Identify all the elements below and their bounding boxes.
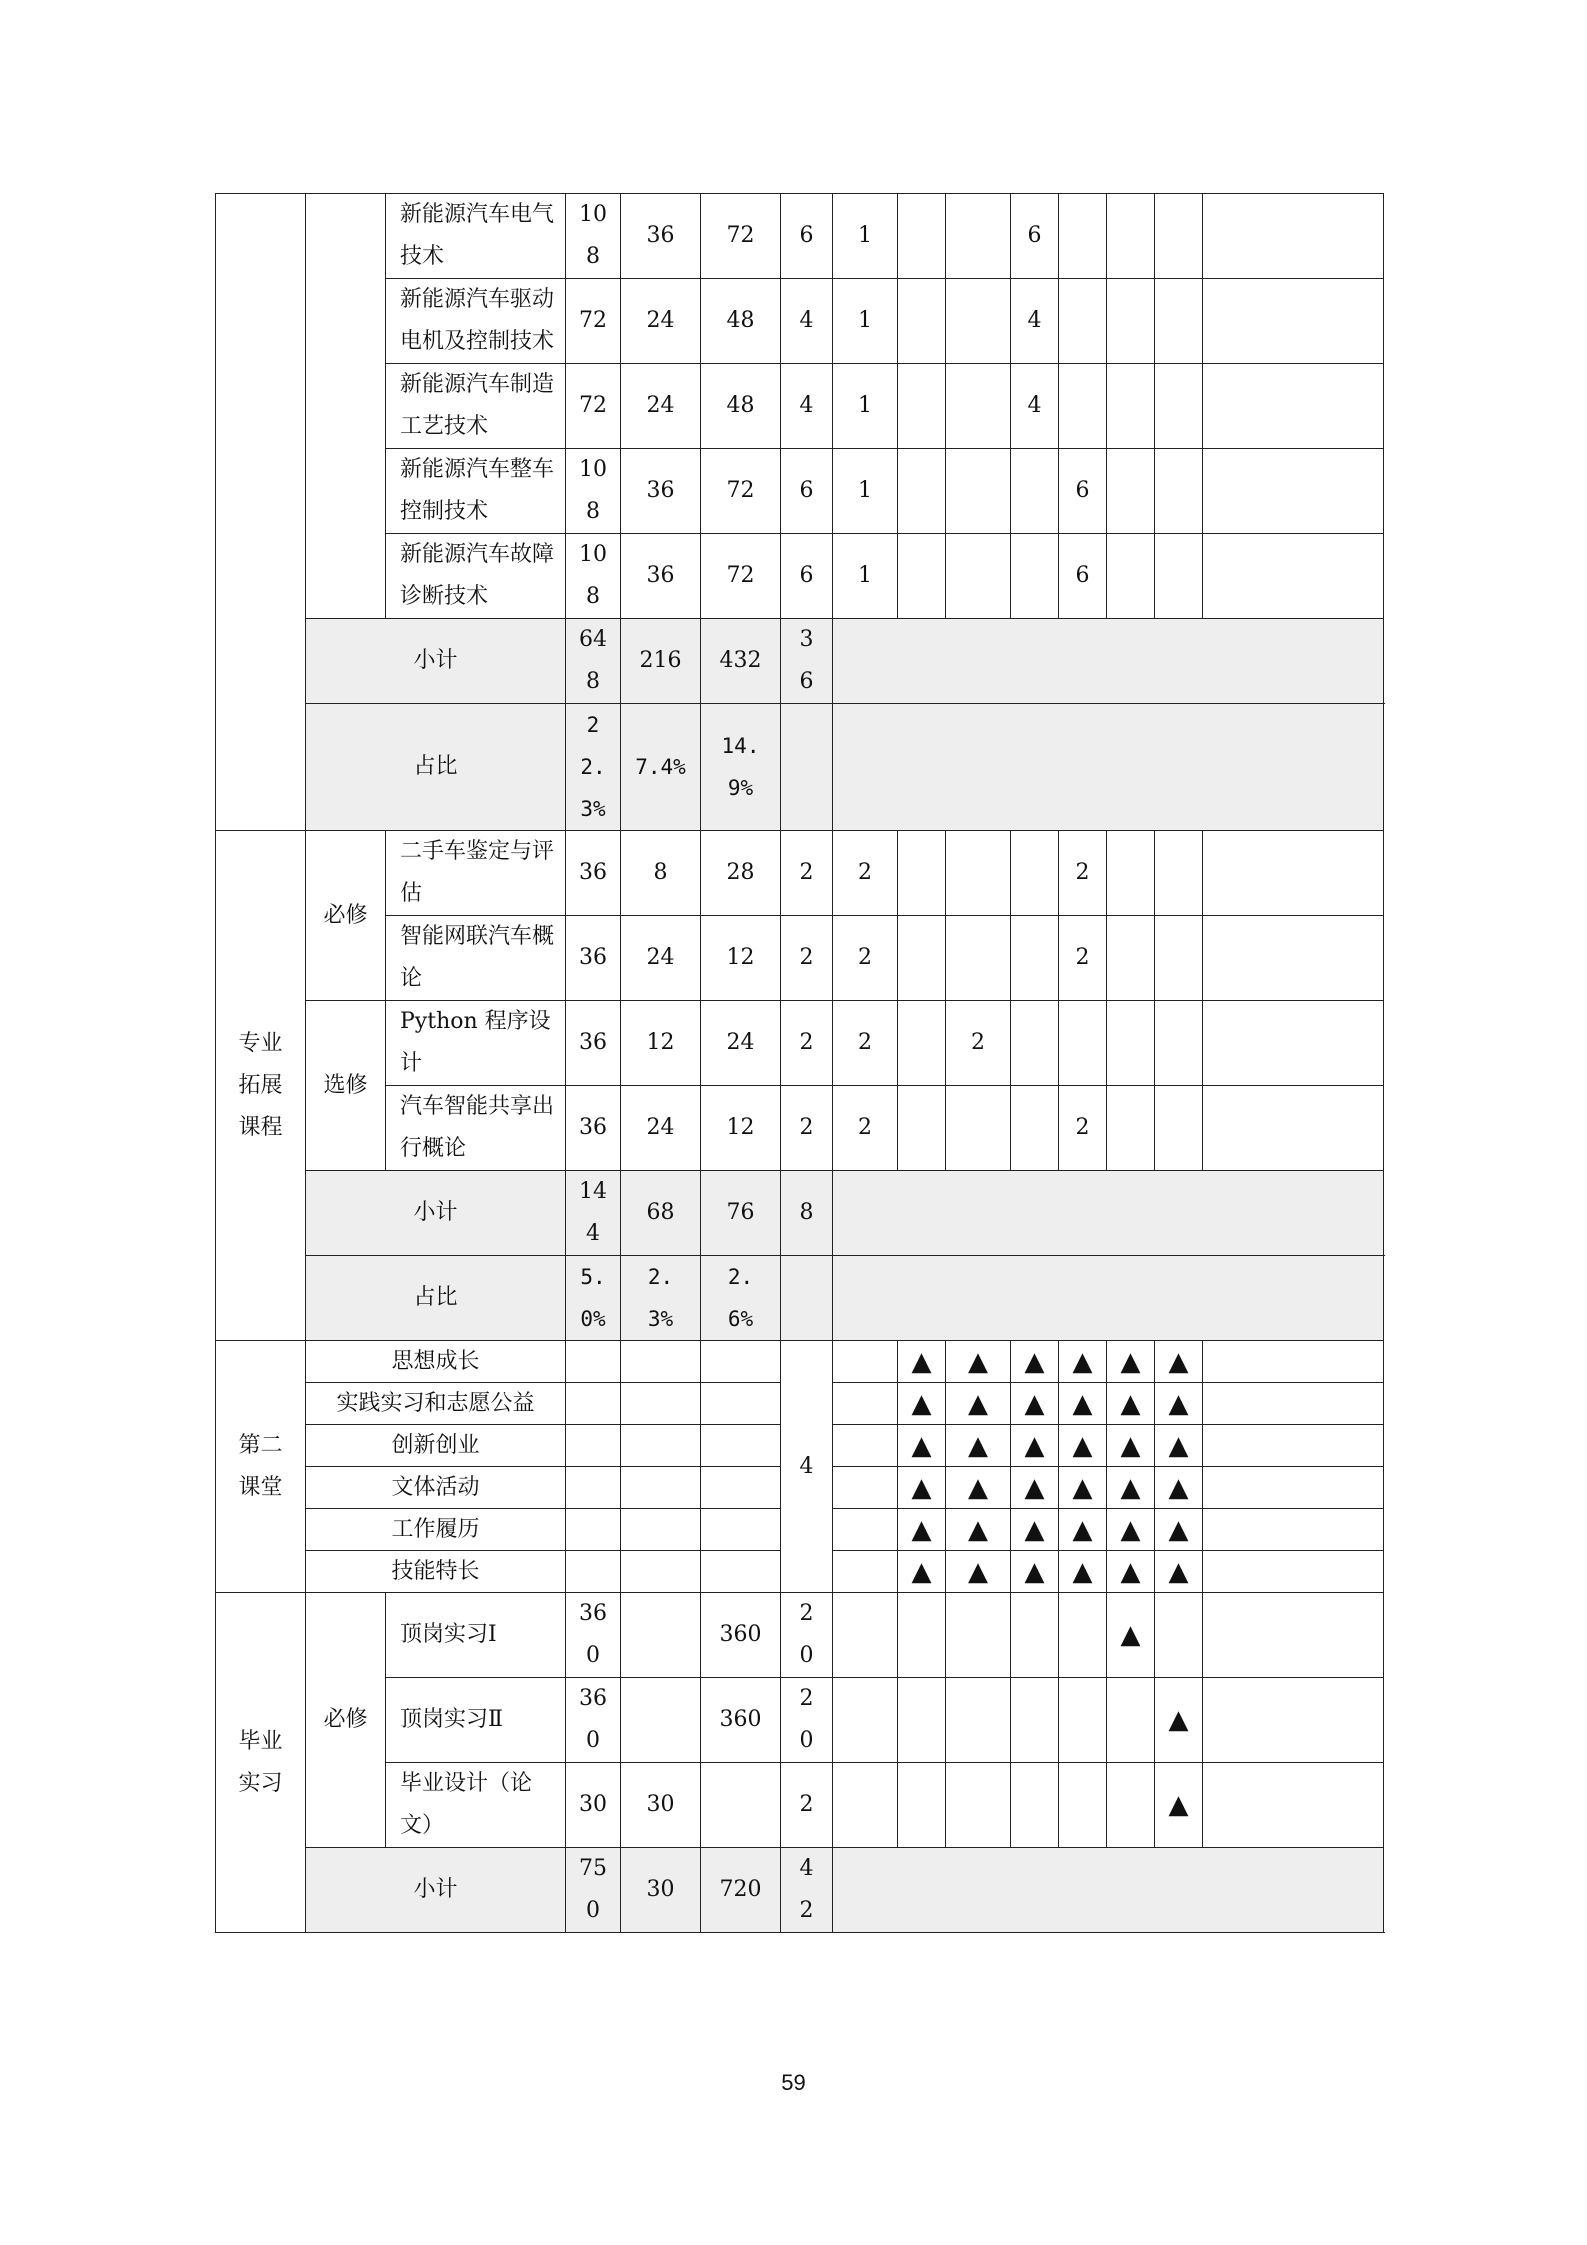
- theory-hours: 36: [621, 449, 701, 534]
- triangle-mark: ▲: [1155, 1509, 1203, 1551]
- semester-5-hours: [1059, 1001, 1107, 1086]
- practice-hours: 48: [701, 279, 781, 364]
- activity-name: 文体活动: [306, 1467, 566, 1509]
- practice-hours: 360: [701, 1678, 781, 1763]
- triangle-mark: ▲: [1059, 1383, 1107, 1425]
- triangle-mark: ▲: [1107, 1509, 1155, 1551]
- total-hours: 72: [566, 279, 621, 364]
- triangle-mark: ▲: [946, 1383, 1011, 1425]
- table-row: [216, 1593, 1384, 1678]
- total-hours: 360: [566, 1678, 621, 1763]
- subtotal-practice: 76: [701, 1171, 781, 1256]
- semester-4-hours: [1011, 449, 1059, 534]
- table-row: [216, 364, 1384, 449]
- triangle-mark: ▲: [1059, 1551, 1107, 1593]
- total-hours: 36: [566, 831, 621, 916]
- triangle-mark: ▲: [1155, 1467, 1203, 1509]
- theory-hours: 24: [621, 364, 701, 449]
- exam-term: 2: [833, 1086, 898, 1171]
- exam-term: 1: [833, 449, 898, 534]
- practice-hours: [701, 1763, 781, 1848]
- practice-hours: 72: [701, 449, 781, 534]
- triangle-mark: ▲: [1059, 1509, 1107, 1551]
- triangle-mark: ▲: [1155, 1425, 1203, 1467]
- exam-term: 1: [833, 194, 898, 279]
- table-row: [216, 916, 1384, 1001]
- total-hours: 108: [566, 449, 621, 534]
- semester-3-hours: 2: [946, 1001, 1011, 1086]
- activity-name: 创新创业: [306, 1425, 566, 1467]
- practice-hours: 360: [701, 1593, 781, 1678]
- credits: 20: [781, 1593, 833, 1678]
- triangle-mark: ▲: [1107, 1593, 1155, 1678]
- table-row: [216, 1086, 1384, 1171]
- subtotal-total: 648: [566, 619, 621, 704]
- ratio-total: 5.0%: [566, 1256, 621, 1341]
- activity-name: 实践实习和志愿公益: [306, 1383, 566, 1425]
- ratio-practice: 14.9%: [701, 704, 781, 831]
- triangle-mark: ▲: [946, 1467, 1011, 1509]
- triangle-mark: ▲: [1011, 1425, 1059, 1467]
- subtotal-credits: 42: [781, 1848, 833, 1933]
- table-row: [216, 1678, 1384, 1763]
- subtotal-row: [216, 1848, 1384, 1933]
- exam-term: 2: [833, 916, 898, 1001]
- triangle-mark: ▲: [898, 1425, 946, 1467]
- activity-name: 技能特长: [306, 1551, 566, 1593]
- type-required: 必修: [306, 1593, 386, 1848]
- credits: 2: [781, 1001, 833, 1086]
- table-row: [216, 1001, 1384, 1086]
- semester-5-hours: [1059, 279, 1107, 364]
- triangle-mark: ▲: [1059, 1341, 1107, 1383]
- subtotal-theory: 216: [621, 619, 701, 704]
- total-hours: 360: [566, 1593, 621, 1678]
- exam-term: 1: [833, 364, 898, 449]
- triangle-mark: ▲: [1059, 1425, 1107, 1467]
- practice-hours: 48: [701, 364, 781, 449]
- course-name: 新能源汽车故障诊断技术: [386, 534, 566, 619]
- table-row: [216, 194, 1384, 279]
- triangle-mark: ▲: [1155, 1383, 1203, 1425]
- semester-4-hours: 6: [1011, 194, 1059, 279]
- ratio-theory: 7.4%: [621, 704, 701, 831]
- semester-3-hours: [946, 1086, 1011, 1171]
- theory-hours: 30: [621, 1763, 701, 1848]
- exam-term: 2: [833, 1001, 898, 1086]
- credits: 20: [781, 1678, 833, 1763]
- practice-hours: 28: [701, 831, 781, 916]
- subtotal-total: 750: [566, 1848, 621, 1933]
- ratio-row: [216, 1256, 1384, 1341]
- subtotal-total: 144: [566, 1171, 621, 1256]
- ratio-label: 占比: [306, 1256, 566, 1341]
- ratio-theory: 2.3%: [621, 1256, 701, 1341]
- practice-hours: 72: [701, 534, 781, 619]
- semester-5-hours: [1059, 194, 1107, 279]
- theory-hours: 24: [621, 916, 701, 1001]
- activity-name: 工作履历: [306, 1509, 566, 1551]
- total-hours: 108: [566, 534, 621, 619]
- second-classroom-credits: 4: [781, 1341, 833, 1593]
- type-elective: 选修: [306, 1001, 386, 1171]
- table-row: [216, 1763, 1384, 1848]
- subtotal-credits: 8: [781, 1171, 833, 1256]
- ratio-practice: 2.6%: [701, 1256, 781, 1341]
- credits: 4: [781, 279, 833, 364]
- credits: 2: [781, 831, 833, 916]
- semester-3-hours: [946, 916, 1011, 1001]
- exam-term: 1: [833, 279, 898, 364]
- triangle-mark: ▲: [1155, 1551, 1203, 1593]
- semester-4-hours: [1011, 534, 1059, 619]
- credits: 6: [781, 534, 833, 619]
- triangle-mark: ▲: [1155, 1763, 1203, 1848]
- curriculum-table: [215, 193, 1384, 1933]
- triangle-mark: ▲: [898, 1341, 946, 1383]
- subtotal-row: [216, 619, 1384, 704]
- triangle-mark: ▲: [1155, 1341, 1203, 1383]
- subtotal-label: 小计: [306, 1171, 566, 1256]
- semester-5-hours: 2: [1059, 916, 1107, 1001]
- course-name: 顶岗实习Ⅰ: [386, 1593, 566, 1678]
- subtotal-theory: 30: [621, 1848, 701, 1933]
- triangle-mark: ▲: [1107, 1467, 1155, 1509]
- type-cell: [306, 194, 386, 619]
- semester-5-hours: 2: [1059, 831, 1107, 916]
- table-row: [216, 831, 1384, 916]
- triangle-mark: ▲: [898, 1467, 946, 1509]
- ratio-label: 占比: [306, 704, 566, 831]
- table-row: [216, 449, 1384, 534]
- subtotal-row: [216, 1171, 1384, 1256]
- triangle-mark: ▲: [946, 1509, 1011, 1551]
- triangle-mark: ▲: [946, 1551, 1011, 1593]
- ratio-row: [216, 704, 1384, 831]
- theory-hours: 36: [621, 534, 701, 619]
- course-name: 新能源汽车整车控制技术: [386, 449, 566, 534]
- credits: 6: [781, 194, 833, 279]
- credits: 2: [781, 916, 833, 1001]
- practice-hours: 72: [701, 194, 781, 279]
- semester-5-hours: [1059, 364, 1107, 449]
- triangle-mark: ▲: [1011, 1467, 1059, 1509]
- credits: 2: [781, 1763, 833, 1848]
- subtotal-label: 小计: [306, 619, 566, 704]
- subtotal-theory: 68: [621, 1171, 701, 1256]
- course-name: 新能源汽车电气技术: [386, 194, 566, 279]
- course-name: 毕业设计（论文）: [386, 1763, 566, 1848]
- triangle-mark: ▲: [898, 1383, 946, 1425]
- triangle-mark: ▲: [946, 1341, 1011, 1383]
- triangle-mark: ▲: [946, 1425, 1011, 1467]
- semester-5-hours: 6: [1059, 534, 1107, 619]
- semester-4-hours: 4: [1011, 279, 1059, 364]
- course-name: 顶岗实习Ⅱ: [386, 1678, 566, 1763]
- triangle-mark: ▲: [1107, 1551, 1155, 1593]
- credits: 4: [781, 364, 833, 449]
- exam-term: 2: [833, 831, 898, 916]
- theory-hours: [621, 1593, 701, 1678]
- theory-hours: 12: [621, 1001, 701, 1086]
- total-hours: 72: [566, 364, 621, 449]
- course-name: 汽车智能共享出行概论: [386, 1086, 566, 1171]
- total-hours: 30: [566, 1763, 621, 1848]
- category-second-classroom: 第二课堂: [216, 1341, 306, 1593]
- course-name: 二手车鉴定与评估: [386, 831, 566, 916]
- total-hours: 36: [566, 1001, 621, 1086]
- semester-4-hours: 4: [1011, 364, 1059, 449]
- credits: 6: [781, 449, 833, 534]
- exam-term: 1: [833, 534, 898, 619]
- triangle-mark: ▲: [1011, 1341, 1059, 1383]
- table-row: [216, 534, 1384, 619]
- course-name: 新能源汽车驱动电机及控制技术: [386, 279, 566, 364]
- category-cell: [216, 194, 306, 831]
- triangle-mark: ▲: [1155, 1678, 1203, 1763]
- theory-hours: 8: [621, 831, 701, 916]
- practice-hours: 12: [701, 1086, 781, 1171]
- activity-name: 思想成长: [306, 1341, 566, 1383]
- triangle-mark: ▲: [1107, 1425, 1155, 1467]
- triangle-mark: ▲: [1107, 1341, 1155, 1383]
- semester-3-hours: [946, 831, 1011, 916]
- table-row: [216, 1341, 1384, 1383]
- subtotal-practice: 432: [701, 619, 781, 704]
- ratio-total: 22.3%: [566, 704, 621, 831]
- triangle-mark: ▲: [898, 1551, 946, 1593]
- subtotal-label: 小计: [306, 1848, 566, 1933]
- page-number: 59: [781, 2070, 806, 2095]
- triangle-mark: ▲: [1107, 1383, 1155, 1425]
- theory-hours: 24: [621, 279, 701, 364]
- course-name: Python 程序设计: [386, 1001, 566, 1086]
- total-hours: 108: [566, 194, 621, 279]
- theory-hours: 24: [621, 1086, 701, 1171]
- category-graduation-internship: 毕业实习: [216, 1593, 306, 1933]
- practice-hours: 24: [701, 1001, 781, 1086]
- total-hours: 36: [566, 916, 621, 1001]
- type-required: 必修: [306, 831, 386, 1001]
- table-row: [216, 279, 1384, 364]
- credits: 2: [781, 1086, 833, 1171]
- triangle-mark: ▲: [1011, 1509, 1059, 1551]
- theory-hours: [621, 1678, 701, 1763]
- course-name: 新能源汽车制造工艺技术: [386, 364, 566, 449]
- theory-hours: 36: [621, 194, 701, 279]
- triangle-mark: ▲: [898, 1509, 946, 1551]
- subtotal-credits: 36: [781, 619, 833, 704]
- triangle-mark: ▲: [1059, 1467, 1107, 1509]
- subtotal-practice: 720: [701, 1848, 781, 1933]
- semester-5-hours: 6: [1059, 449, 1107, 534]
- course-name: 智能网联汽车概论: [386, 916, 566, 1001]
- triangle-mark: ▲: [1011, 1551, 1059, 1593]
- category-extension-courses: 专业拓展课程: [216, 831, 306, 1341]
- semester-5-hours: 2: [1059, 1086, 1107, 1171]
- practice-hours: 12: [701, 916, 781, 1001]
- total-hours: 36: [566, 1086, 621, 1171]
- triangle-mark: ▲: [1011, 1383, 1059, 1425]
